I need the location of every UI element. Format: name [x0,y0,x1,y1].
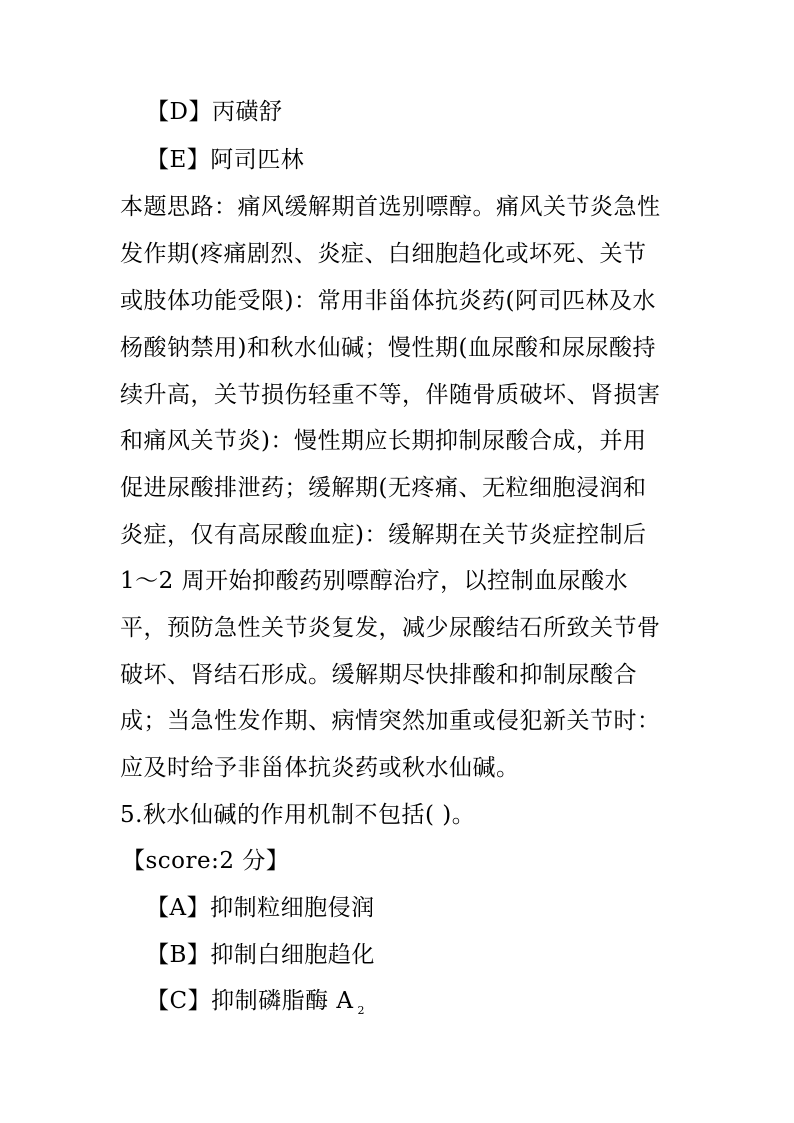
explanation-line: 1～2 周开始抑酸药别嘌醇治疗，以控制血尿酸水 [120,568,629,594]
option-c-text: 抑制磷脂酶 A [211,988,354,1014]
option-c-subscript: 2 [357,1004,366,1017]
explanation-line: 或肢体功能受限)：常用非甾体抗炎药(阿司匹林及水 [120,288,656,314]
option-c [146,986,365,1026]
explanation-line: 和痛风关节炎)：慢性期应长期抑制尿酸合成，并用 [120,428,647,454]
option-c-key: 【C】 [146,988,212,1014]
option-a-text: 抑制粒细胞侵润 [210,895,375,921]
option-d-text: 丙磺舒 [211,99,283,125]
option-e [146,145,304,175]
option-b-key: 【B】 [146,942,211,968]
explanation-line: 应及时给予非甾体抗炎药或秋水仙碱。 [120,755,520,781]
option-d [146,97,282,127]
explanation-line: 续升高，关节损伤轻重不等，伴随骨质破坏、肾损害 [120,382,661,408]
option-d-key: 【D】 [146,99,212,125]
explanation-line: 炎症，仅有高尿酸血症)：缓解期在关节炎症控制后 [120,522,647,548]
explanation-line: 破坏、肾结石形成。缓解期尽快排酸和抑制尿酸合 [120,662,637,688]
explanation-line: 成；当急性发作期、病情突然加重或侵犯新关节时： [120,708,661,734]
option-a [146,893,375,923]
explanation-line: 本题思路：痛风缓解期首选别嘌醇。痛风关节炎急性 [120,194,661,220]
explanation-line: 平，预防急性关节炎复发，减少尿酸结石所致关节骨 [120,615,661,641]
option-e-text: 阿司匹林 [210,147,305,173]
question-text: 5.秋水仙碱的作用机制不包括( )。 [120,802,476,828]
option-b-text: 抑制白细胞趋化 [210,942,375,968]
option-a-key: 【A】 [146,895,211,921]
option-b [146,940,375,970]
explanation-line: 杨酸钠禁用)和秋水仙碱；慢性期(血尿酸和尿尿酸持 [120,335,656,361]
option-e-key: 【E】 [146,147,211,173]
explanation-line: 发作期(疼痛剧烈、炎症、白细胞趋化或坏死、关节 [120,241,647,267]
explanation-line: 促进尿酸排泄药；缓解期(无疼痛、无粒细胞浸润和 [120,475,647,501]
question-score: 【score:2 分】 [122,848,290,874]
